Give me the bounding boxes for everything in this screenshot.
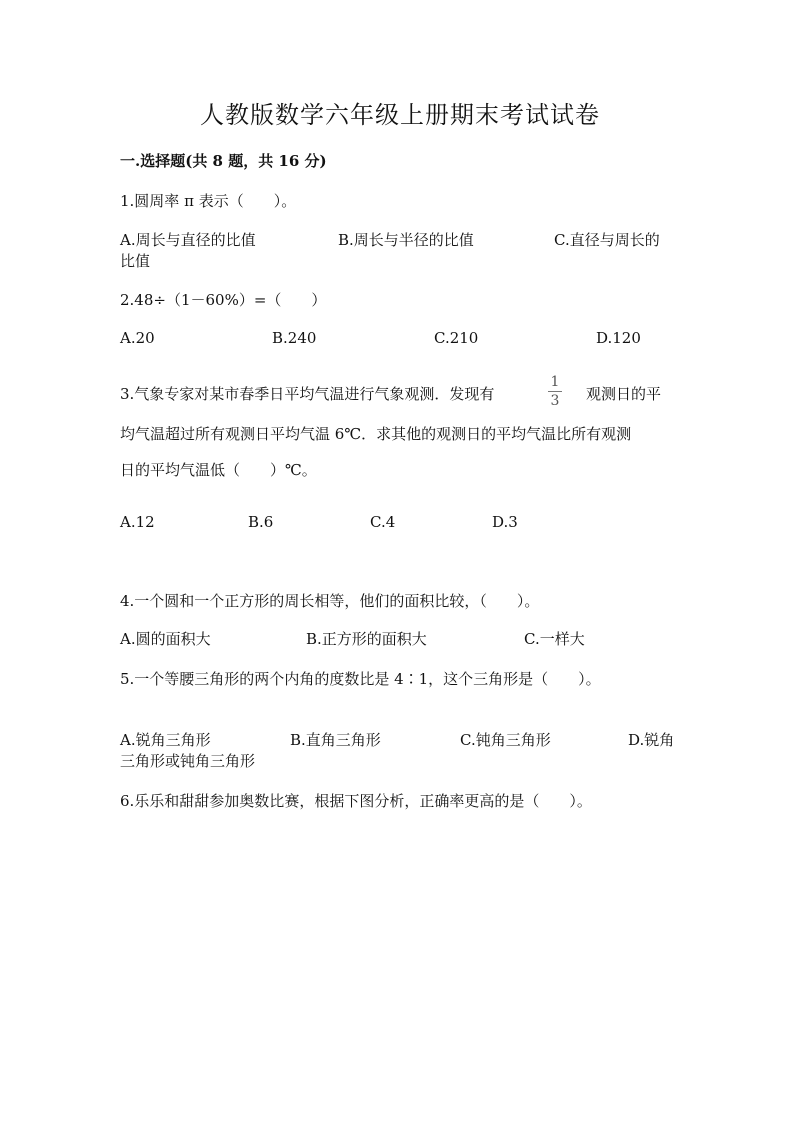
q3-option-c[interactable]: C.4 bbox=[370, 513, 396, 531]
fraction-denominator: 3 bbox=[550, 393, 560, 409]
q3-option-d[interactable]: D.3 bbox=[492, 513, 518, 531]
q5-option-d[interactable]: D.锐角 bbox=[628, 731, 675, 749]
q5-option-c[interactable]: C.钝角三角形 bbox=[460, 731, 551, 749]
q2-option-c[interactable]: C.210 bbox=[434, 329, 479, 347]
q3-option-a[interactable]: A.12 bbox=[120, 513, 155, 531]
q1-option-a[interactable]: A.周长与直径的比值 bbox=[120, 231, 256, 249]
fraction-numerator: 1 bbox=[550, 374, 560, 390]
q2-option-a[interactable]: A.20 bbox=[120, 329, 155, 347]
fraction-bar bbox=[548, 391, 562, 392]
question-3-line-3: 日的平均气温低（ ）℃。 bbox=[120, 461, 317, 479]
q5-option-d-wrap: 三角形或钝角三角形 bbox=[120, 752, 256, 770]
question-6: 6.乐乐和甜甜参加奥数比赛，根据下图分析，正确率更高的是（ ）。 bbox=[120, 792, 592, 810]
q4-option-c[interactable]: C.一样大 bbox=[524, 630, 585, 648]
q5-option-b[interactable]: B.直角三角形 bbox=[290, 731, 381, 749]
question-3-line-1: 3.气象专家对某市春季日平均气温进行气象观测．发现有 bbox=[120, 385, 495, 403]
q4-option-b[interactable]: B.正方形的面积大 bbox=[306, 630, 427, 648]
question-5: 5.一个等腰三角形的两个内角的度数比是 4∶1，这个三角形是（ ）。 bbox=[120, 670, 601, 688]
q2-option-d[interactable]: D.120 bbox=[596, 329, 641, 347]
question-3-line-1-end: 观测日的平 bbox=[586, 385, 662, 403]
q5-option-a[interactable]: A.锐角三角形 bbox=[120, 731, 211, 749]
q3-option-b[interactable]: B.6 bbox=[248, 513, 274, 531]
q2-option-b[interactable]: B.240 bbox=[272, 329, 317, 347]
q1-option-b[interactable]: B.周长与半径的比值 bbox=[338, 231, 474, 249]
page-title: 人教版数学六年级上册期末考试试卷 bbox=[200, 101, 600, 129]
q1-option-c-wrap: 比值 bbox=[120, 252, 151, 270]
fraction-one-third bbox=[548, 375, 562, 408]
q4-option-a[interactable]: A.圆的面积大 bbox=[120, 630, 211, 648]
question-3-line-2: 均气温超过所有观测日平均气温 6℃．求其他的观测日的平均气温比所有观测 bbox=[120, 425, 632, 443]
question-4: 4.一个圆和一个正方形的周长相等，他们的面积比较，（ ）。 bbox=[120, 592, 540, 610]
question-1: 1.圆周率 π 表示（ ）。 bbox=[120, 192, 297, 210]
section-heading: 一.选择题(共 8 题，共 16 分) bbox=[120, 152, 327, 170]
q1-option-c[interactable]: C.直径与周长的 bbox=[554, 231, 660, 249]
question-2: 2.48÷（1－60%）=（ ） bbox=[120, 291, 327, 309]
